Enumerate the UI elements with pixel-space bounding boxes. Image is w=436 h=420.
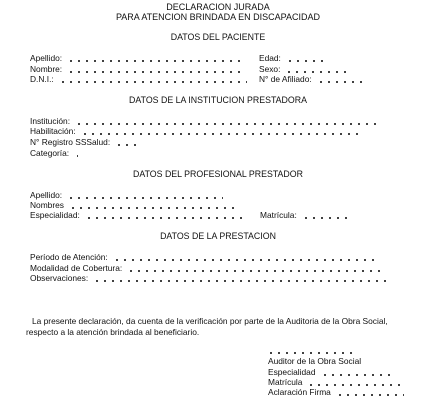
patient-edad-label: Edad: — [259, 53, 281, 63]
signature-especialidad-blank — [319, 374, 395, 376]
patient-edad-blank — [284, 60, 329, 62]
institution-institucion-field[interactable] — [30, 117, 378, 125]
patient-dni-field[interactable] — [30, 75, 247, 83]
patient-sexo-field[interactable] — [259, 65, 348, 73]
service-observaciones-blank — [91, 280, 389, 282]
service-modalidad-label: Modalidad de Cobertura: — [30, 263, 123, 273]
patient-afiliado-blank — [315, 81, 365, 83]
signature-especialidad-field[interactable] — [268, 368, 395, 376]
institution-categoria-blank — [72, 155, 78, 157]
professional-nombres-label: Nombres — [30, 200, 64, 210]
section-heading-institution: DATOS DE LA INSTITUCION PRESTADORA — [129, 95, 307, 105]
signature-matricula-label: Matrícula — [268, 377, 303, 387]
professional-apellido-label: Apellido: — [30, 190, 63, 200]
professional-especialidad-label: Especialidad: — [30, 210, 80, 220]
patient-nombre-field[interactable] — [30, 65, 246, 73]
section-heading-service: DATOS DE LA PRESTACION — [160, 231, 276, 241]
service-observaciones-field[interactable] — [30, 274, 389, 282]
signature-aclaracion-label: Aclaración Firma — [268, 387, 331, 397]
service-observaciones-label: Observaciones: — [30, 273, 89, 283]
patient-nombre-blank — [65, 71, 246, 73]
service-modalidad-blank — [125, 270, 381, 272]
patient-edad-field[interactable] — [259, 54, 329, 62]
patient-dni-label: D.N.I.: — [30, 74, 54, 84]
service-periodo-label: Período de Atención: — [30, 252, 108, 262]
signature-line[interactable] — [265, 346, 357, 354]
patient-afiliado-field[interactable] — [259, 75, 365, 83]
section-heading-professional: DATOS DEL PROFESIONAL PRESTADOR — [133, 169, 303, 179]
institution-institucion-blank — [73, 123, 378, 125]
institution-registro-field[interactable] — [30, 138, 139, 146]
signature-especialidad-label: Especialidad — [268, 367, 316, 377]
professional-nombres-field[interactable] — [30, 201, 235, 209]
signature-aclaracion-blank — [334, 394, 404, 396]
service-periodo-blank — [111, 259, 379, 261]
declaration-paragraph — [26, 316, 432, 338]
institution-registro-blank — [113, 144, 139, 146]
service-modalidad-field[interactable] — [30, 264, 381, 272]
institution-registro-label: N° Registro SSSalud: — [30, 137, 111, 147]
signature-matricula-field[interactable] — [268, 378, 405, 386]
institution-habilitacion-label: Habilitación: — [30, 126, 76, 136]
professional-apellido-blank — [65, 197, 223, 199]
professional-matricula-blank — [300, 217, 348, 219]
institution-categoria-field[interactable] — [30, 149, 78, 157]
section-heading-patient: DATOS DEL PACIENTE — [170, 32, 266, 42]
declaration-line-1: La presente declaración, da cuenta de la verificación por parte de la Auditoria de la Obra Social, — [32, 316, 388, 326]
professional-matricula-field[interactable] — [260, 211, 348, 219]
patient-apellido-blank — [65, 60, 245, 62]
signature-blank — [265, 352, 357, 354]
patient-dni-blank — [57, 81, 247, 83]
declaration-line-2: respecto a la atención brindada al beneficiario. — [26, 327, 200, 337]
patient-nombre-label: Nombre: — [30, 64, 63, 74]
service-periodo-field[interactable] — [30, 253, 379, 261]
document-subtitle: PARA ATENCION BRINDADA EN DISCAPACIDAD — [115, 12, 321, 22]
professional-apellido-field[interactable] — [30, 191, 223, 199]
professional-especialidad-field[interactable] — [30, 211, 247, 219]
patient-sexo-label: Sexo: — [259, 64, 281, 74]
professional-matricula-label: Matrícula: — [260, 210, 297, 220]
institution-habilitacion-field[interactable] — [30, 127, 362, 135]
signature-aclaracion-field[interactable] — [268, 388, 404, 396]
patient-apellido-field[interactable] — [30, 54, 245, 62]
institution-institucion-label: Institución: — [30, 116, 71, 126]
document-title: DECLARACION JURADA — [166, 2, 270, 12]
professional-especialidad-blank — [83, 217, 247, 219]
patient-apellido-label: Apellido: — [30, 53, 63, 63]
institution-categoria-label: Categoría: — [30, 148, 70, 158]
signature-auditor-label: Auditor de la Obra Social — [268, 356, 362, 366]
patient-afiliado-label: N° de Afiliado: — [259, 74, 312, 84]
professional-nombres-blank — [67, 207, 235, 209]
institution-habilitacion-blank — [79, 133, 362, 135]
